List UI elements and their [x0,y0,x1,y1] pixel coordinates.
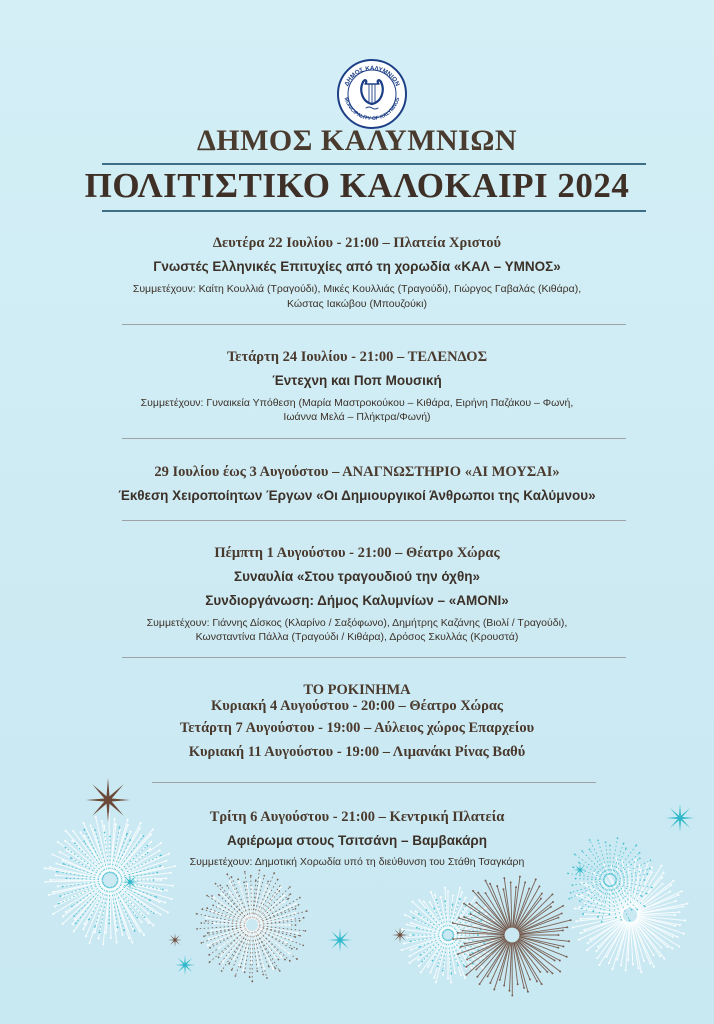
separator [122,438,626,439]
event-4-participants: Συμμετέχουν: Γιάννης Δίσκος (Κλαρίνο / Σαξόφωνο), Δημήτρης Καζάνης (Βιολί / Τραγούδι), [146,617,568,629]
separator [122,657,626,658]
star-brown-small [168,933,182,947]
municipality-logo [336,58,408,130]
event-2-title: Έντεχνη και Ποπ Μουσική [272,373,442,388]
event-5-date-3: Κυριακή 11 Αυγούστου - 19:00 – Λιμανάκι Ρίνας Βαθύ [188,744,526,760]
event-6-title: Αφιέρωμα στους Τσιτσάνη – Βαμβακάρη [226,833,488,848]
event-2-participants-cont: Ιωάννα Μελά – Πλήκτρα/Φωνή) [283,411,431,423]
event-5-date-2: Τετάρτη 7 Αυγούστου - 19:00 – Αύλειος χώρος Επαρχείου [179,720,535,736]
event-3-date: 29 Ιουλίου έως 3 Αυγούστου – ΑΝΑΓΝΩΣΤΗΡΙΟ «ΑΙ ΜΟΥΣΑΙ» [154,464,560,480]
event-6-participants: Συμμετέχουν: Δημοτική Χορωδία υπό τη διεύθυνση του Στάθη Τσαγκάρη [189,856,525,868]
star-cyan-lower [175,955,195,975]
event-1-participants: Συμμετέχουν: Καίτη Κουλλιά (Τραγούδι), Μικές Κουλλιάς (Τραγούδι), Γιώργος Γαβαλάς (Κιθάρα), [132,283,582,295]
event-4-participants-cont: Κωνσταντίνα Πάλλα (Τραγούδι / Κιθάρα), Δρόσος Σκυλλάς (Κρουστά) [195,631,519,643]
event-2-participants: Συμμετέχουν: Γυναικεία Υπόθεση (Μαρία Μαστροκούκου – Κιθάρα, Ειρήνη Παζάκου – Φωνή, [140,397,574,409]
logo-bottom-text: MUNICIPALITY OF KALYMNOS [342,96,402,123]
title-rule-top [102,163,646,165]
separator [152,782,596,783]
separator [122,520,626,521]
star-cyan-small [121,873,139,891]
festival-title: ΠΟΛΙΤΙΣΤΙΚΟ ΚΑΛΟΚΑΙΡΙ 2024 [84,166,630,205]
event-5-heading: ΤΟ ΡΟΚΙΝΗΜΑ [303,682,411,698]
event-5-date-1: Κυριακή 4 Αυγούστου - 20:00 – Θέατρο Χώρας [210,698,504,714]
logo-top-text: ΔΗΜΟΣ ΚΑΛΥΜΝΙΩΝ [343,64,401,88]
star-cyan-center [328,928,352,952]
event-4-subtitle: Συνδιοργάνωση: Δήμος Καλυμνίων – «ΑΜΟΝΙ» [205,593,509,608]
firework-white-right [572,857,689,973]
event-4-title: Συναυλία «Στου τραγουδιού την όχθη» [233,569,480,584]
event-6-date: Τρίτη 6 Αυγούστου - 21:00 – Κεντρική Πλατεία [209,809,505,825]
title-rule-bottom [102,210,646,212]
event-1-title: Γνωστές Ελληνικές Επιτυχίες από τη χορωδία «ΚΑΛ – ΥΜΝΟΣ» [153,259,561,274]
separator [122,324,626,325]
firework-brown-right [452,876,572,997]
event-1-date: Δευτέρα 22 Ιουλίου - 21:00 – Πλατεία Χριστού [212,235,502,251]
event-2-date: Τετάρτη 24 Ιουλίου - 21:00 – ΤΕΛΕΝΔΟΣ [226,349,488,365]
star-brown-center [392,927,408,943]
event-3-title: Έκθεση Χειροποίητων Έργων «Οι Δημιουργικοί Άνθρωποι της Καλύμνου» [118,488,596,503]
municipality-name: ΔΗΜΟΣ ΚΑΛΥΜΝΙΩΝ [196,124,518,157]
event-4-date: Πέμπτη 1 Αυγούστου - 21:00 – Θέατρο Χώρας [214,545,500,561]
event-1-participants-cont: Κώστας Ιακώβου (Μπουζούκι) [287,298,427,310]
